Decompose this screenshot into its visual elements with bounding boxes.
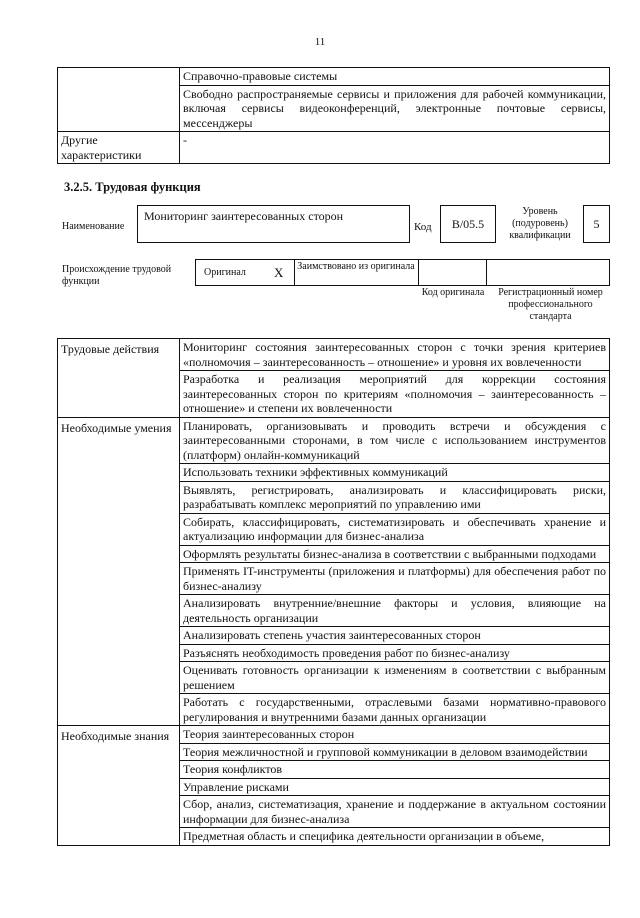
cell-divider [486, 260, 487, 285]
main-table [57, 338, 610, 846]
table-row [58, 339, 610, 371]
name-label: Наименование [62, 221, 125, 232]
name-value-box [137, 205, 410, 243]
page-number: 11 [314, 36, 326, 48]
skill-item: Применять IT-инструменты (приложения и платформы) для обеспечения работ по бизнес-анализу [180, 563, 610, 595]
skill-item: Собирать, классифицировать, систематизировать и обеспечивать хранение и актуализацию информации для бизнес-анализа [180, 513, 610, 545]
action-item: Разработка и реализация мероприятий для коррекции состояния заинтересованных сторон по критериям «полномочия – заинтересованность – отношение» и степени их вовлеченности [180, 371, 610, 418]
original-mark: X [274, 265, 284, 280]
code-value-box [440, 205, 496, 243]
original-label: Оригинал [204, 267, 246, 278]
top-table [57, 67, 610, 164]
table-row [58, 417, 610, 464]
other-characteristics-label: Другие характеристики [58, 132, 180, 164]
knowledge-item: Предметная область и специфика деятельности организации в объеме, [180, 828, 610, 846]
top-row-value: Справочно-правовые системы [180, 68, 610, 86]
reg-number-caption: Регистрационный номер профессионального стандарта [498, 287, 603, 322]
borrowed-label: Заимствовано из оригинала [297, 261, 415, 272]
other-characteristics-value: - [180, 132, 610, 164]
level-value: 5 [593, 217, 600, 231]
table-row [58, 68, 610, 86]
cell-divider [418, 260, 419, 285]
table-row [58, 132, 610, 164]
function-name: Мониторинг заинтересованных сторон [144, 209, 344, 223]
skill-item: Использовать техники эффективных коммуникаций [180, 464, 610, 482]
qualification-level-label: Уровень (подуровень) квалификации [509, 206, 571, 241]
action-item: Мониторинг состояния заинтересованных сторон с точки зрения критериев «полномочия – заинтересованность – отношение» и уровня их вовлеченности [180, 339, 610, 371]
level-value-box [583, 205, 610, 243]
skill-item: Разъяснять необходимость проведения работ по бизнес-анализу [180, 644, 610, 662]
skill-item: Выявлять, регистрировать, анализировать и классифицировать риски, разрабатывать комплекс мероприятий по управлению ими [180, 481, 610, 513]
origin-code-caption: Код оригинала [421, 287, 485, 298]
table-row [58, 726, 610, 744]
skill-item: Работать с государственными, отраслевыми базами нормативно-правового регулирования и внутренними базами данных организации [180, 694, 610, 726]
cell-divider [294, 260, 295, 285]
section-heading: 3.2.5. Трудовая функция [64, 180, 201, 194]
knowledge-item: Сбор, анализ, систематизация, хранение и поддержание в актуальном состоянии информации для бизнес-анализа [180, 796, 610, 828]
knowledge-item: Теория межличностной и групповой коммуникации в деловом взаимодействии [180, 743, 610, 761]
knowledge-item: Теория конфликтов [180, 761, 610, 779]
skill-item: Анализировать внутренние/внешние факторы и условия, влияющие на деятельность организации [180, 595, 610, 627]
row-label-empty [58, 68, 180, 132]
top-row-value: Свободно распространяемые сервисы и приложения для рабочей коммуникации, включая сервисы видеоконференций, электронные почтовые сервисы, мессенджеры [180, 85, 610, 132]
skill-item: Оформлять результаты бизнес-анализа в соответствии с выбранными подходами [180, 545, 610, 563]
code-value: B/05.5 [451, 217, 485, 231]
origin-row [195, 259, 610, 286]
origin-label: Происхождение трудовой функции [62, 264, 172, 287]
skill-item: Оценивать готовность организации к изменениям в соответствии с выбранным решением [180, 662, 610, 694]
knowledge-item: Теория заинтересованных сторон [180, 726, 610, 744]
code-label: Код [414, 221, 432, 233]
knowledge-item: Управление рисками [180, 778, 610, 796]
skill-item: Планировать, организовывать и проводить встречи и обсуждения с заинтересованными сторонами, в том числе с использованием инструментов (платформ) онлайн-коммуникаций [180, 417, 610, 464]
actions-label: Трудовые действия [58, 339, 180, 418]
skill-item: Анализировать степень участия заинтересованных сторон [180, 627, 610, 645]
knowledge-label: Необходимые знания [58, 726, 180, 846]
skills-label: Необходимые умения [58, 417, 180, 726]
